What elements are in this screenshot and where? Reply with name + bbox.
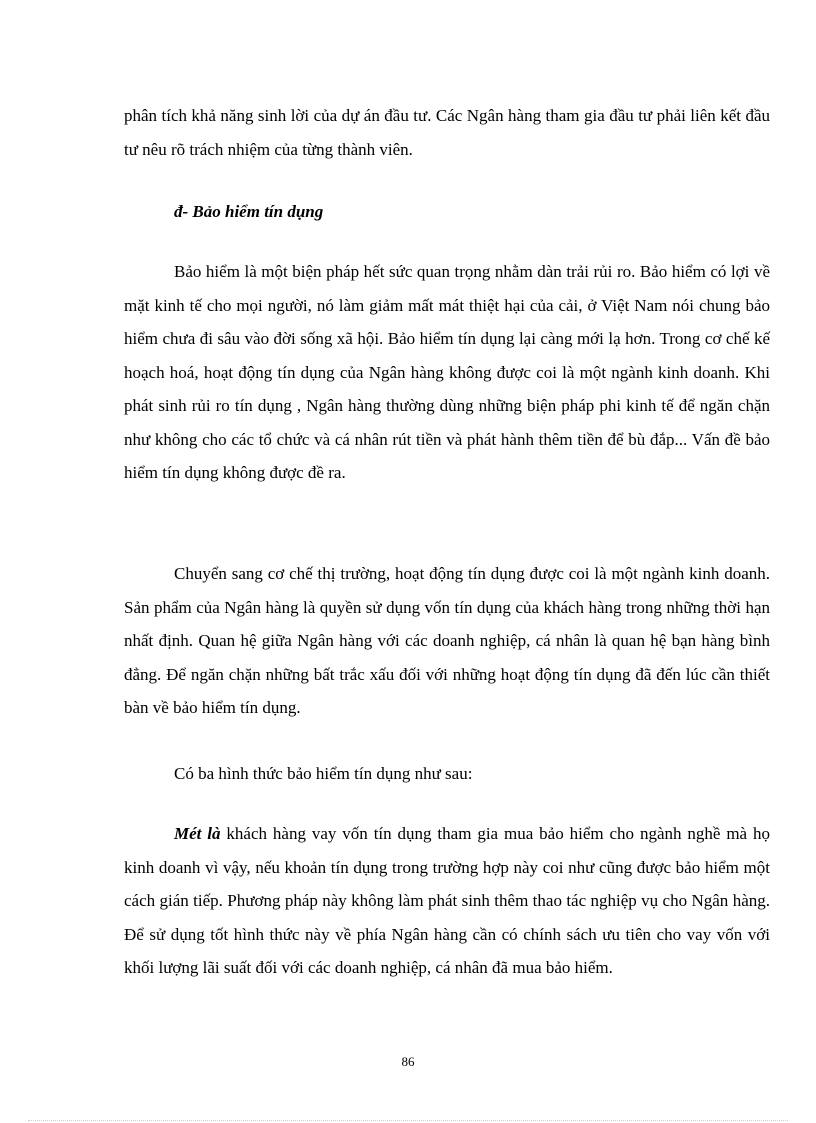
page-bottom-divider	[28, 1120, 788, 1121]
body-paragraph-2: Chuyển sang cơ chế thị trường, hoạt động tín dụng được coi là một ngành kinh doanh. Sản phẩm của Ngân hàng là quyền sử dụng vốn tín dụng của khách hàng trong những thời hạn nhất định. Quan hệ giữa Ngân hàng với các doanh nghiệp, cá nhân là quan hệ bạn hàng bình đẳng. Để ngăn chặn những bất trắc xấu đối với những hoạt động tín dụng đã đến lúc cần thiết bàn về bảo hiểm tín dụng.	[124, 564, 770, 717]
intro-paragraph: phân tích khả năng sinh lời của dự án đầu tư. Các Ngân hàng tham gia đầu tư phải liên kết đầu tư nêu rõ trách nhiệm của từng thành viên.	[124, 106, 770, 159]
body-paragraph-1: Bảo hiểm là một biện pháp hết sức quan trọng nhằm dàn trải rủi ro. Bảo hiểm có lợi về mặt kinh tế cho mọi người, nó làm giảm mất mát thiệt hại của cải, ở Việt Nam nói chung bảo hiểm chưa đi sâu vào đời sống xã hội. Bảo hiểm tín dụng lại càng mới lạ hơn. Trong cơ chế kế hoạch hoá, hoạt động tín dụng của Ngân hàng không được coi là một ngành kinh doanh. Khi phát sinh rủi ro tín dụng , Ngân hàng thường dùng những biện pháp phi kinh tế để ngăn chặn như không cho các tổ chức và cá nhân rút tiền và phát hành thêm tiền để bù đắp... Vấn đề bảo hiểm tín dụng không được đề ra.	[124, 262, 770, 482]
page-number: 86	[401, 1054, 415, 1069]
body-paragraph-3: Có ba hình thức bảo hiểm tín dụng như sau:	[174, 764, 473, 783]
ordinal-lead-text: Mét là	[174, 824, 221, 843]
paragraph-4-body-text: khách hàng vay vốn tín dụng tham gia mua bảo hiểm cho ngành nghề mà họ kinh doanh vì vậy, nếu khoản tín dụng trong trường hợp này coi như cũng được bảo hiểm một cách gián tiếp. Phương pháp này không làm phát sinh thêm thao tác nghiệp vụ cho Ngân hàng. Để sử dụng tốt hình thức này về phía Ngân hàng cần có chính sách ưu tiên cho vay vốn với khối lượng lãi suất đối với các doanh nghiệp, cá nhân đã mua bảo hiểm.	[124, 824, 770, 977]
section-heading: đ- Bảo hiểm tín dụng	[174, 202, 324, 221]
body-paragraph-4	[124, 817, 770, 985]
